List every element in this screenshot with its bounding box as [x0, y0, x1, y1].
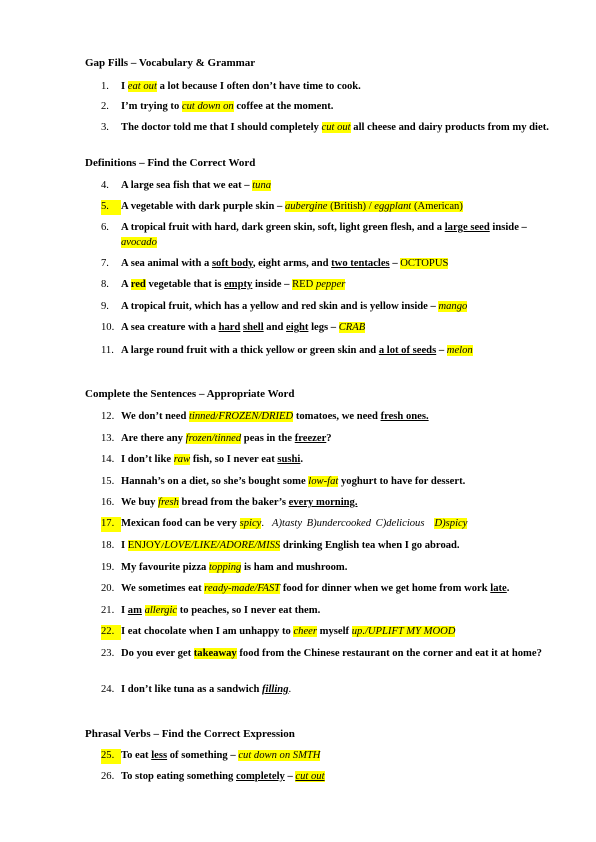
item-text: A sea animal with a soft body, eight arms, and two tentacles – OCTOPUS: [121, 258, 449, 269]
item-text: To stop eating something completely – cut out: [121, 771, 325, 782]
answer-highlight: cut out: [295, 771, 325, 782]
item-text: I am allergic to peaches, so I never eat them.: [121, 605, 321, 616]
item-number: 3.: [101, 122, 109, 133]
item-text: I ENJOY/LOVE/LIKE/ADORE/MISS drinking English tea when I go abroad.: [121, 540, 460, 551]
answer-highlight: cut down on: [181, 101, 234, 112]
answer-highlight: spicy: [239, 518, 262, 529]
answer-highlight: melon: [446, 345, 473, 356]
item-text: A large sea fish that we eat – tuna: [121, 180, 272, 191]
answer-highlight: topping: [208, 562, 242, 573]
item-number: 5.: [101, 200, 121, 215]
answer-highlight: ENJOY: [127, 540, 162, 551]
item-number: 22.: [101, 625, 121, 640]
item-text: I eat out a lot because I often don’t have time to cook.: [121, 81, 361, 92]
item-text: My favourite pizza topping is ham and mushroom.: [121, 562, 348, 573]
answer-word: filling: [262, 684, 289, 695]
item-number: 14.: [101, 454, 115, 465]
item-text: Hannah’s on a diet, so she’s bought some low-fat yoghurt to have for dessert.: [121, 476, 466, 487]
item-number: 11.: [101, 345, 114, 356]
item-number: 7.: [101, 258, 109, 269]
answer-highlight: tuna: [252, 180, 272, 191]
item-text: I don’t like raw fish, so I never eat sushi.: [121, 454, 304, 465]
item-number: 18.: [101, 540, 115, 551]
item-number: 12.: [101, 411, 115, 422]
item-text: Mexican food can be very spicy. A)tasty B)undercooked C)delicious D)spicy: [121, 518, 468, 529]
answer-highlight: allergic: [144, 605, 178, 616]
answer-highlight: CRAB: [338, 322, 366, 333]
answer-highlight: low-fat: [308, 476, 339, 487]
item-number: 9.: [101, 301, 109, 312]
item-text: I don’t like tuna as a sandwich filling.: [121, 684, 292, 695]
correct-option: D)spicy: [434, 518, 468, 529]
answer-highlight: mango: [438, 301, 468, 312]
item-text: The doctor told me that I should completely cut out all cheese and dairy products from my diet.: [121, 122, 549, 133]
item-text: A tropical fruit with hard, dark green skin, soft, light green flesh, and a large seed inside – avocado: [121, 222, 527, 248]
item-text: Are there any frozen/tinned peas in the freezer?: [121, 433, 332, 444]
item-number: 19.: [101, 562, 115, 573]
answer-highlight: cut down on SMTH: [238, 750, 321, 761]
item-number: 8.: [101, 279, 109, 290]
item-text: We don’t need tinned/FROZEN/DRIED tomatoes, we need fresh ones.: [121, 411, 429, 422]
answer-highlight: tinned: [188, 411, 216, 422]
item-text: A red vegetable that is empty inside – RED pepper: [121, 279, 346, 290]
item-text: A tropical fruit, which has a yellow and red skin and is yellow inside – mango: [121, 301, 468, 312]
item-number: 17.: [101, 517, 121, 532]
item-text: I eat chocolate when I am unhappy to cheer myself up./UPLIFT MY MOOD: [121, 626, 456, 637]
item-text: To eat less of something – cut down on SMTH: [121, 750, 321, 761]
section-heading-phrasal: Phrasal Verbs – Find the Correct Expression: [85, 728, 295, 740]
item-number: 24.: [101, 684, 115, 695]
item-text: We sometimes eat ready-made/FAST food for dinner when we get home from work late.: [121, 583, 510, 594]
item-text: A large round fruit with a thick yellow or green skin and a lot of seeds – melon: [121, 345, 473, 356]
answer-highlight: takeaway: [193, 648, 237, 659]
item-number: 16.: [101, 497, 115, 508]
answer-options: A)tasty B)undercooked C)delicious: [272, 518, 425, 529]
item-number: 4.: [101, 180, 109, 191]
answer-highlight: ready-made/FAST: [204, 583, 281, 594]
answer-highlight: cut out: [321, 122, 351, 133]
item-number: 15.: [101, 476, 115, 487]
item-number: 25.: [101, 749, 121, 764]
item-number: 20.: [101, 583, 115, 594]
answer-highlight: cheer: [293, 626, 317, 637]
item-number: 21.: [101, 605, 115, 616]
item-text: Do you ever get takeaway food from the Chinese restaurant on the corner and eat it at home?: [121, 648, 542, 659]
answer-highlight: aubergine: [284, 201, 328, 212]
item-text: We buy fresh bread from the baker’s every morning.: [121, 497, 358, 508]
item-text: A vegetable with dark purple skin – aubergine (British) / eggplant (American): [121, 201, 463, 212]
item-number: 23.: [101, 648, 115, 659]
section-heading-gap-fills: Gap Fills – Vocabulary & Grammar: [85, 57, 256, 69]
section-heading-definitions: Definitions – Find the Correct Word: [85, 157, 256, 169]
answer-highlight: raw: [173, 454, 191, 465]
item-text: I’m trying to cut down on coffee at the moment.: [121, 101, 334, 112]
answer-highlight: frozen/tinned: [185, 433, 242, 444]
answer-highlight: RED: [292, 279, 316, 290]
section-heading-complete: Complete the Sentences – Appropriate Word: [85, 388, 295, 400]
item-text: A sea creature with a hard shell and eight legs – CRAB: [121, 322, 366, 333]
item-number: 13.: [101, 433, 115, 444]
item-number: 10.: [101, 322, 115, 333]
item-number: 2.: [101, 101, 109, 112]
answer-highlight: OCTOPUS: [400, 258, 449, 269]
answer-highlight: fresh: [158, 497, 179, 508]
answer-highlight: avocado: [121, 236, 157, 248]
item-number: 1.: [101, 81, 109, 92]
answer-highlight: eat out: [127, 81, 157, 92]
item-number: 6.: [101, 222, 109, 233]
item-number: 26.: [101, 771, 115, 782]
